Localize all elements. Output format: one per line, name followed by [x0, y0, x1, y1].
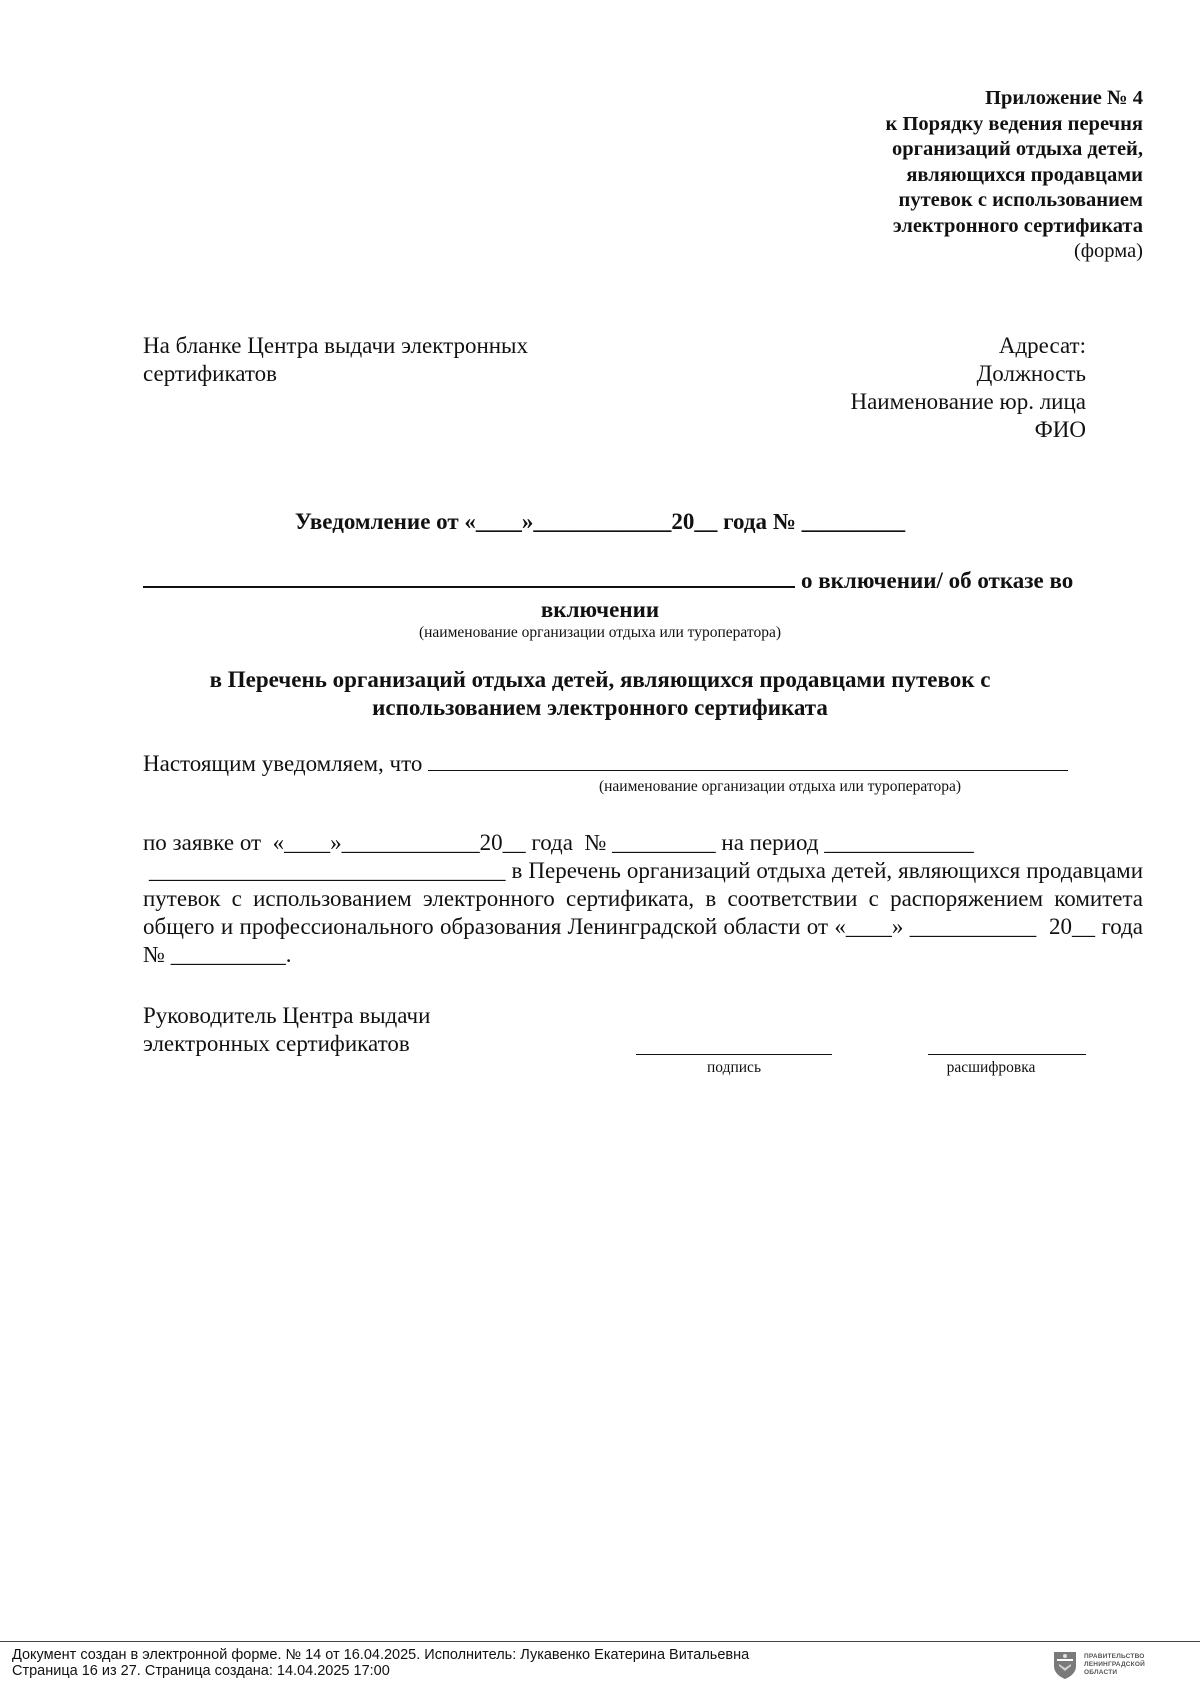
- letterhead-line: На бланке Центра выдачи электронных: [143, 333, 529, 358]
- document-footer: [12, 1647, 1012, 1679]
- appendix-number: Приложение № 4: [985, 87, 1143, 109]
- signatory-line: электронных сертификатов: [143, 1031, 410, 1056]
- decode-line: [928, 1054, 1086, 1055]
- addressee-label: Адресат:: [998, 333, 1086, 358]
- appendix-line: являющихся продавцами: [906, 163, 1143, 186]
- inclusion-text: о включении/ об отказе во: [801, 568, 1074, 593]
- letterhead-note: [143, 332, 583, 388]
- notify-text: Настоящим уведомляем, что: [143, 751, 423, 776]
- notify-line: [143, 748, 1093, 778]
- government-label: ПРАВИТЕЛЬСТВО ЛЕНИНГРАДСКОЙ ОБЛАСТИ: [1084, 1653, 1145, 1676]
- signature-line: [636, 1054, 832, 1055]
- list-title-line: использованием электронного сертификата: [372, 695, 828, 720]
- organization-caption: (наименование организации отдыха или туроператора): [418, 624, 782, 641]
- letterhead-line: сертификатов: [143, 361, 278, 386]
- organization-blank-line: [143, 566, 795, 588]
- addressee-block: [666, 332, 1086, 444]
- coat-of-arms-icon: [1052, 1650, 1078, 1680]
- addressee-position: Должность: [976, 361, 1086, 386]
- footer-page-info: Страница 16 из 27. Страница создана: 14.04.2025 17:00: [12, 1663, 390, 1679]
- inclusion-continuation: включении: [540, 597, 660, 622]
- appendix-line: к Порядку ведения перечня: [885, 112, 1143, 135]
- organization-name-blank: [428, 748, 1068, 771]
- signatory-position: [143, 1002, 543, 1058]
- body-paragraph: по заявке от «____»____________20__ года № _________ на период _____________ _______________________________ в Перечень организаций отдыха детей, являющихся продавцами путевок с использованием электронного сертификата, в соответствии с распоряжением комитета общего и профессионального образования Ленинградской области от «____» ___________ 20__ года № __________.: [143, 830, 1144, 967]
- notice-title: Уведомление от «____»____________20__ года № _________: [294, 509, 906, 534]
- appendix-line: организаций отдыха детей,: [892, 138, 1143, 160]
- government-logo: [1052, 1648, 1182, 1682]
- signatory-line: Руководитель Центра выдачи: [143, 1003, 431, 1028]
- list-title: [0, 666, 1200, 722]
- appendix-header: [743, 86, 1143, 265]
- footer-divider: [0, 1641, 1200, 1642]
- appendix-line: электронного сертификата: [892, 214, 1143, 237]
- inclusion-line: [143, 566, 1117, 595]
- appendix-line: путевок с использованием: [898, 189, 1143, 211]
- signature-caption: подпись: [706, 1059, 762, 1076]
- list-title-line: в Перечень организаций отдыха детей, являющихся продавцами путевок с: [209, 667, 991, 692]
- footer-document-info: Документ создан в электронной форме. № 14 от 16.04.2025. Исполнитель: Лукавенко Екатерина Витальевна: [12, 1647, 750, 1663]
- addressee-organization: Наименование юр. лица: [850, 389, 1086, 414]
- appendix-form-label: (форма): [1073, 240, 1143, 262]
- decode-caption: расшифровка: [946, 1059, 1036, 1076]
- notify-caption: (наименование организации отдыха или туроператора): [598, 778, 962, 795]
- addressee-name: ФИО: [1034, 417, 1086, 442]
